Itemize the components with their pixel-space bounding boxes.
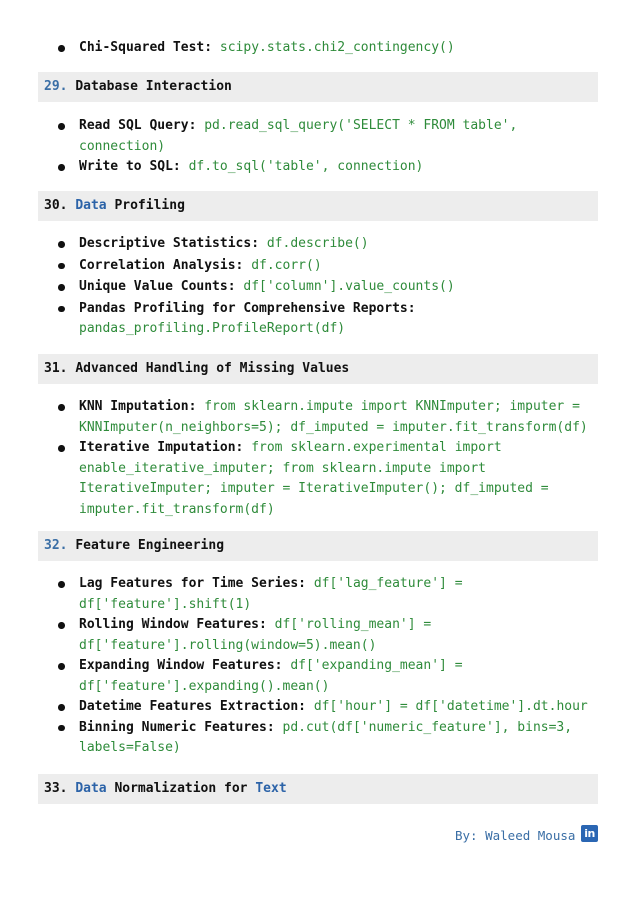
section-title: Advanced Handling of Missing Values	[75, 361, 350, 376]
bullet-icon	[58, 445, 65, 452]
item-term: Lag Features for Time Series	[79, 576, 299, 591]
item-code: df['hour'] = df['datetime'].dt.hour	[313, 699, 588, 714]
item-code: df.describe()	[266, 236, 369, 251]
list-item: Iterative Imputation: from sklearn.experimental import enable_iterative_imputer; from sklearn.impute import IterativeImputer; imputer = IterativeImputer(); df_imputed = imputer.fit_transform(df)	[38, 438, 598, 520]
section-title: Normalization for	[114, 781, 248, 796]
section-title: Feature Engineering	[75, 538, 225, 553]
bullet-icon	[58, 45, 65, 52]
bullet-icon	[58, 404, 65, 411]
section-title: Profiling	[114, 198, 185, 213]
item-term: Read SQL Query	[79, 118, 189, 133]
list-item: Chi-Squared Test: scipy.stats.chi2_contingency()	[38, 38, 598, 59]
list-item: Expanding Window Features: df['expanding_mean'] = df['feature'].expanding().mean()	[38, 656, 598, 697]
top-list	[38, 38, 598, 59]
section-header-32	[38, 531, 598, 561]
section-number: 31.	[44, 361, 68, 376]
section-31-list	[38, 397, 598, 520]
item-code: df['rolling_mean'] = df['feature'].rolling(window=5).mean()	[79, 617, 432, 653]
item-term: Write to SQL	[79, 159, 173, 174]
linkedin-icon[interactable]: in	[581, 825, 598, 842]
section-header-29	[38, 72, 598, 102]
author-credit: By: Waleed Mousa	[455, 828, 576, 843]
item-code: df['expanding_mean'] = df['feature'].expanding().mean()	[79, 658, 463, 694]
section-header-33	[38, 774, 598, 804]
section-number: 29.	[44, 79, 68, 94]
section-number: 32.	[44, 538, 68, 553]
item-term: Chi-Squared Test	[79, 40, 205, 55]
list-item: Binning Numeric Features: pd.cut(df['numeric_feature'], bins=3, labels=False)	[38, 718, 598, 759]
list-item: Unique Value Counts: df['column'].value_counts()	[38, 277, 598, 298]
list-item: Write to SQL: df.to_sql('table', connection)	[38, 157, 598, 178]
item-code: pd.read_sql_query('SELECT * FROM table', connection)	[79, 118, 518, 154]
section-30-list	[38, 234, 598, 340]
item-term: Descriptive Statistics	[79, 236, 252, 251]
section-number: 30.	[44, 198, 68, 213]
section-title: Database Interaction	[75, 79, 232, 94]
section-32-list	[38, 574, 598, 759]
bullet-icon	[58, 123, 65, 130]
item-code: pandas_profiling.ProfileReport(df)	[79, 321, 346, 336]
bullet-icon	[58, 263, 65, 270]
item-code: df.to_sql('table', connection)	[188, 159, 424, 174]
item-code: pd.cut(df['numeric_feature'], bins=3, labels=False)	[79, 719, 573, 755]
bullet-icon	[58, 663, 65, 670]
bullet-icon	[58, 284, 65, 291]
list-item: Lag Features for Time Series: df['lag_feature'] = df['feature'].shift(1)	[38, 574, 598, 615]
item-code: from sklearn.experimental import enable_iterative_imputer; from sklearn.impute import IterativeImputer; imputer = IterativeImputer(); df_imputed = imputer.fit_transform(df)	[79, 440, 549, 517]
section-title-highlight: Data	[75, 198, 107, 213]
item-term: Rolling Window Features	[79, 617, 260, 632]
item-code: scipy.stats.chi2_contingency()	[219, 40, 455, 55]
bullet-icon	[58, 725, 65, 732]
item-code: df.corr()	[251, 257, 322, 273]
list-item: Correlation Analysis: df.corr()	[38, 256, 598, 277]
list-item: Rolling Window Features: df['rolling_mean'] = df['feature'].rolling(window=5).mean()	[38, 615, 598, 656]
item-term: Datetime Features Extraction	[79, 699, 299, 714]
item-code: df['column'].value_counts()	[243, 279, 455, 294]
item-term: Iterative Imputation	[79, 440, 236, 455]
item-term: Correlation Analysis	[79, 257, 236, 273]
list-item: KNN Imputation: from sklearn.impute import KNNImputer; imputer = KNNImputer(n_neighbors=5); df_imputed = imputer.fit_transform(df)	[38, 397, 598, 438]
section-header-31	[38, 354, 598, 384]
item-term: Unique Value Counts	[79, 279, 228, 294]
section-header-30	[38, 191, 598, 221]
item-term: Pandas Profiling for Comprehensive Reports	[79, 300, 408, 316]
item-term: Expanding Window Features	[79, 658, 275, 673]
list-item: Read SQL Query: pd.read_sql_query('SELECT * FROM table', connection)	[38, 116, 598, 157]
section-title-highlight: Data	[75, 781, 107, 796]
list-item: Pandas Profiling for Comprehensive Reports: pandas_profiling.ProfileReport(df)	[38, 299, 598, 340]
item-term: KNN Imputation	[79, 399, 189, 414]
list-item: Descriptive Statistics: df.describe()	[38, 234, 598, 255]
bullet-icon	[58, 704, 65, 711]
bullet-icon	[58, 164, 65, 171]
section-title-highlight: Text	[255, 781, 287, 796]
bullet-icon	[58, 241, 65, 248]
bullet-icon	[58, 581, 65, 588]
bullet-icon	[58, 306, 65, 313]
section-number: 33.	[44, 781, 68, 796]
item-code: df['lag_feature'] = df['feature'].shift(1)	[79, 576, 463, 612]
bullet-icon	[58, 622, 65, 629]
item-term: Binning Numeric Features	[79, 719, 267, 735]
section-29-list	[38, 116, 598, 178]
item-code: from sklearn.impute import KNNImputer; imputer = KNNImputer(n_neighbors=5); df_imputed = imputer.fit_transform(df)	[79, 399, 588, 435]
list-item: Datetime Features Extraction: df['hour'] = df['datetime'].dt.hour	[38, 697, 598, 718]
